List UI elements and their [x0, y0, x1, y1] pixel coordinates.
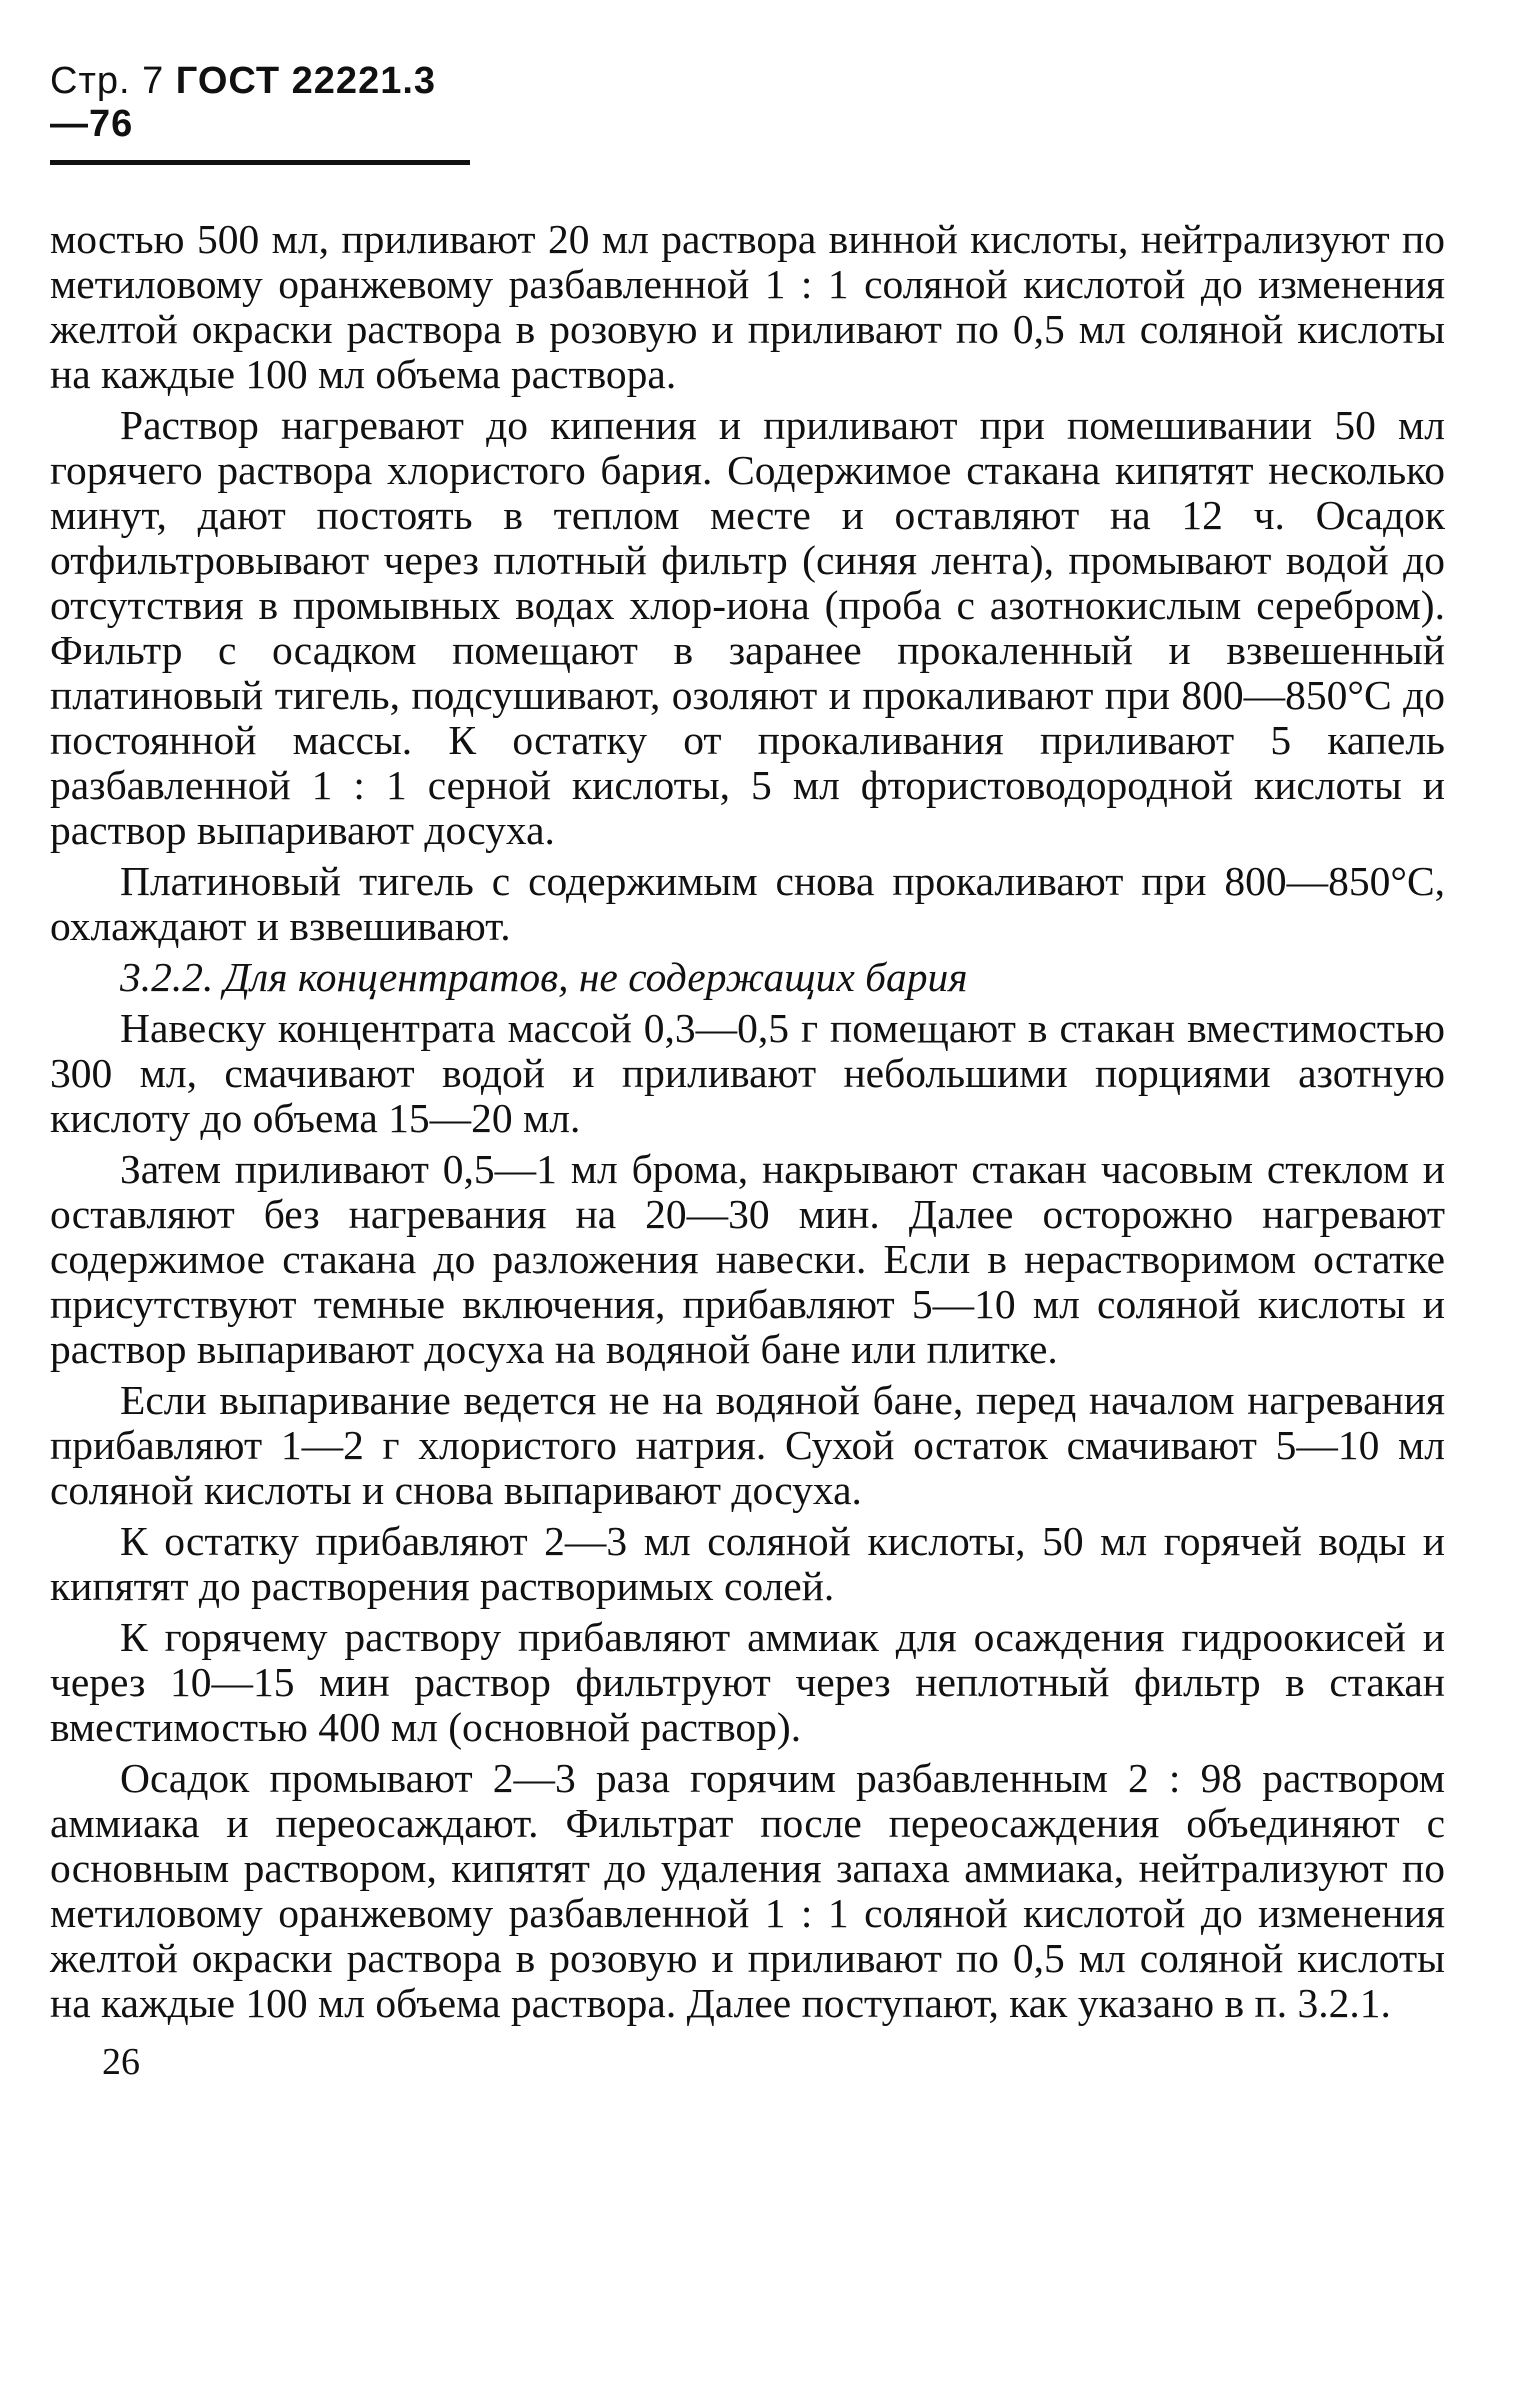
standard-code: ГОСТ 22221.3—76: [50, 60, 437, 145]
paragraph: Платиновый тигель с содержимым снова прокаливают при 800—850°С, охлаждают и взвешивают.: [50, 858, 1445, 949]
page-label: Стр. 7: [50, 60, 165, 102]
paragraph: Если выпаривание ведется не на водяной бане, перед началом нагревания прибавляют 1—2 г хлористого натрия. Сухой остаток смачивают 5—10 мл соляной кислоты и снова выпаривают досуха.: [50, 1377, 1445, 1513]
paragraph: Осадок промывают 2—3 раза горячим разбавленным 2 : 98 раствором аммиака и переосаждают. Фильтрат после переосаждения объединяют с основным раствором, кипятят до удаления запаха аммиака, нейтрализуют по метиловому оранжевому разбавленной 1 : 1 соляной кислотой до изменения желтой окраски раствора в розовую и приливают по 0,5 мл соляной кислоты на каждые 100 мл объема раствора. Далее поступают, как указано в п. 3.2.1.: [50, 1755, 1445, 2026]
paragraph: К горячему раствору прибавляют аммиак для осаждения гидроокисей и через 10—15 мин раствор фильтруют через неплотный фильтр в стакан вместимостью 400 мл (основной раствор).: [50, 1614, 1445, 1750]
paragraph: Затем приливают 0,5—1 мл брома, накрывают стакан часовым стеклом и оставляют без нагревания на 20—30 мин. Далее осторожно нагревают содержимое стакана до разложения навески. Если в нерастворимом остатке присутствуют темные включения, прибавляют 5—10 мл соляной кислоты и раствор выпаривают досуха на водяной бане или плитке.: [50, 1146, 1445, 1372]
paragraph: Навеску концентрата массой 0,3—0,5 г помещают в стакан вместимостью 300 мл, смачивают водой и приливают небольшими порциями азотную кислоту до объема 15—20 мл.: [50, 1005, 1445, 1141]
page-number: 26: [102, 2041, 140, 2083]
paragraph: К остатку прибавляют 2—3 мл соляной кислоты, 50 мл горячей воды и кипятят до растворения растворимых солей.: [50, 1518, 1445, 1609]
section-heading: 3.2.2. Для концентратов, не содержащих бария: [120, 954, 968, 1000]
document-page: [50, 60, 1445, 2084]
paragraph: Раствор нагревают до кипения и приливают при помешивании 50 мл горячего раствора хлористого бария. Содержимое стакана кипятят несколько минут, дают постоять в теплом месте и оставляют на 12 ч. Осадок отфильтровывают через плотный фильтр (синяя лента), промывают водой до отсутствия в промывных водах хлор-иона (проба с азотнокислым серебром). Фильтр с осадком помещают в заранее прокаленный и взвешенный платиновый тигель, подсушивают, озоляют и прокаливают при 800—850°С до постоянной массы. К остатку от прокаливания приливают 5 капель разбавленной 1 : 1 серной кислоты, 5 мл фтористоводородной кислоты и раствор выпаривают досуха.: [50, 402, 1445, 853]
page-header: [50, 60, 470, 165]
paragraph: мостью 500 мл, приливают 20 мл раствора винной кислоты, нейтрализуют по метиловому оранжевому разбавленной 1 : 1 соляной кислотой до изменения желтой окраски раствора в розовую и приливают по 0,5 мл соляной кислоты на каждые 100 мл объема раствора.: [50, 216, 1445, 397]
